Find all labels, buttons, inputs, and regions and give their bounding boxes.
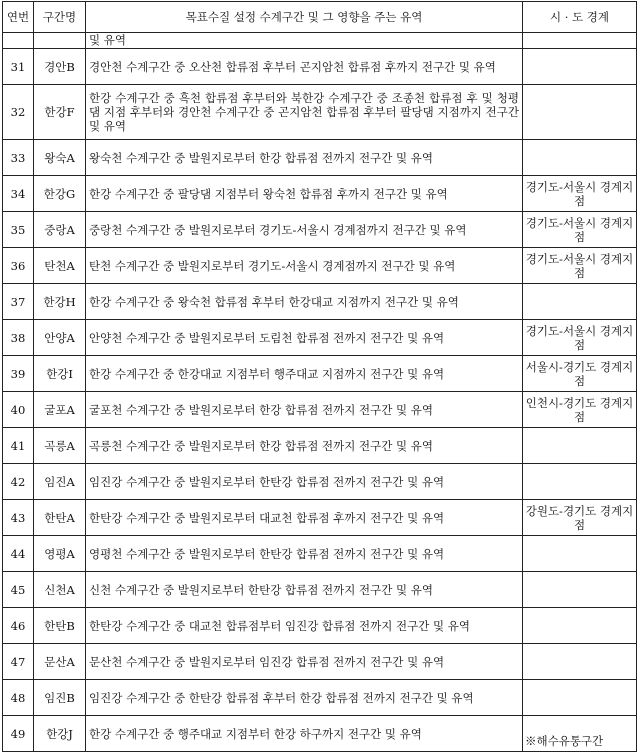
table-row xyxy=(3,85,637,140)
header-code: 구간명 xyxy=(34,2,86,33)
row-no: 39 xyxy=(3,356,34,392)
table-row xyxy=(3,572,637,608)
table-row xyxy=(3,716,637,752)
row-desc: 및 유역 xyxy=(86,33,523,49)
row-boundary xyxy=(523,680,637,716)
row-code: 한강I xyxy=(34,356,86,392)
row-boundary: 인천시-경기도 경계지점 xyxy=(523,392,637,428)
row-code: 한탄A xyxy=(34,500,86,536)
row-no: 41 xyxy=(3,428,34,464)
row-desc: 문산천 수계구간 중 발원지로부터 임진강 합류점 전까지 전구간 및 유역 xyxy=(86,644,523,680)
table-row xyxy=(3,680,637,716)
row-no: 47 xyxy=(3,644,34,680)
row-desc: 탄천 수계구간 중 발원지로부터 경기도-서울시 경계점까지 전구간 및 유역 xyxy=(86,248,523,284)
row-no: 33 xyxy=(3,140,34,176)
row-boundary: 경기도-서울시 경계지점 xyxy=(523,320,637,356)
row-no: 31 xyxy=(3,49,34,85)
table-row xyxy=(3,644,637,680)
row-desc: 안양천 수계구간 중 발원지로부터 도림천 합류점 전까지 전구간 및 유역 xyxy=(86,320,523,356)
row-desc: 한강 수계구간 중 행주대교 지점부터 한강 하구까지 전구간 및 유역 xyxy=(86,716,523,752)
row-boundary xyxy=(523,572,637,608)
row-desc: 굴포천 수계구간 중 발원지로부터 한강 합류점 전까지 전구간 및 유역 xyxy=(86,392,523,428)
table-row xyxy=(3,500,637,536)
row-code: 한탄B xyxy=(34,608,86,644)
table-row xyxy=(3,428,637,464)
row-no: 43 xyxy=(3,500,34,536)
row-boundary xyxy=(523,85,637,140)
row-desc: 중랑천 수계구간 중 발원지로부터 경기도-서울시 경계점까지 전구간 및 유역 xyxy=(86,212,523,248)
row-desc: 한탄강 수계구간 중 대교천 합류점부터 임진강 합류점 전까지 전구간 및 유역 xyxy=(86,608,523,644)
row-no: 38 xyxy=(3,320,34,356)
row-no: 42 xyxy=(3,464,34,500)
row-code: 문산A xyxy=(34,644,86,680)
row-code: 한강H xyxy=(34,284,86,320)
row-desc: 한강 수계구간 중 흑천 합류점 후부터와 북한강 수계구간 중 조종천 합류점 후 및 청평댐 지점 후부터와 경안천 수계구간 중 곤지암천 합류점 후부터 팔당댐 지점까지 전구간 및 유역 xyxy=(86,85,523,140)
table-row xyxy=(3,608,637,644)
table-row xyxy=(3,320,637,356)
row-no: 37 xyxy=(3,284,34,320)
header-no: 연번 xyxy=(3,2,34,33)
row-code: 안양A xyxy=(34,320,86,356)
row-boundary: ※해수유통구간 xyxy=(523,716,637,752)
row-boundary xyxy=(523,464,637,500)
table-row xyxy=(3,49,637,85)
row-no xyxy=(3,33,34,49)
row-no: 32 xyxy=(3,85,34,140)
row-desc: 왕숙천 수계구간 중 발원지로부터 한강 합류점 전까지 전구간 및 유역 xyxy=(86,140,523,176)
row-no: 45 xyxy=(3,572,34,608)
row-code: 영평A xyxy=(34,536,86,572)
table-row xyxy=(3,140,637,176)
row-code: 왕숙A xyxy=(34,140,86,176)
row-boundary xyxy=(523,608,637,644)
row-no: 34 xyxy=(3,176,34,212)
row-code: 경안B xyxy=(34,49,86,85)
row-desc: 한강 수계구간 중 왕숙천 합류점 후부터 한강대교 지점까지 전구간 및 유역 xyxy=(86,284,523,320)
row-desc: 한강 수계구간 중 팔당댐 지점부터 왕숙천 합류점 후까지 전구간 및 유역 xyxy=(86,176,523,212)
row-no: 46 xyxy=(3,608,34,644)
row-boundary xyxy=(523,49,637,85)
table-row xyxy=(3,248,637,284)
row-no: 36 xyxy=(3,248,34,284)
row-code: 굴포A xyxy=(34,392,86,428)
row-no: 48 xyxy=(3,680,34,716)
row-no: 49 xyxy=(3,716,34,752)
row-code: 신천A xyxy=(34,572,86,608)
row-desc: 신천 수계구간 중 발원지로부터 한탄강 합류점 전까지 전구간 및 유역 xyxy=(86,572,523,608)
row-boundary xyxy=(523,428,637,464)
table-row xyxy=(3,356,637,392)
row-code: 한강G xyxy=(34,176,86,212)
row-no: 40 xyxy=(3,392,34,428)
row-boundary xyxy=(523,140,637,176)
row-code: 탄천A xyxy=(34,248,86,284)
row-desc: 영평천 수계구간 중 발원지로부터 한탄강 합류점 전까지 전구간 및 유역 xyxy=(86,536,523,572)
row-desc: 경안천 수계구간 중 오산천 합류점 후부터 곤지암천 합류점 후까지 전구간 및 유역 xyxy=(86,49,523,85)
continuation-row xyxy=(3,33,637,49)
header-boundary: 시 · 도 경계 xyxy=(523,2,637,33)
row-code: 한강J xyxy=(34,716,86,752)
row-boundary xyxy=(523,536,637,572)
table-row xyxy=(3,212,637,248)
row-no: 44 xyxy=(3,536,34,572)
row-code: 임진A xyxy=(34,464,86,500)
row-boundary: 경기도-서울시 경계지점 xyxy=(523,248,637,284)
row-desc: 임진강 수계구간 중 한탄강 합류점 후부터 한강 합류점 전까지 전구간 및 유역 xyxy=(86,680,523,716)
table-row xyxy=(3,464,637,500)
row-code: 한강F xyxy=(34,85,86,140)
table-row xyxy=(3,392,637,428)
row-desc: 곡릉천 수계구간 중 발원지로부터 한강 합류점 전까지 전구간 및 유역 xyxy=(86,428,523,464)
row-boundary xyxy=(523,644,637,680)
row-boundary xyxy=(523,33,637,49)
table-row xyxy=(3,284,637,320)
row-desc: 한탄강 수계구간 중 발원지로부터 대교천 합류점 후까지 전구간 및 유역 xyxy=(86,500,523,536)
row-desc: 한강 수계구간 중 한강대교 지점부터 행주대교 지점까지 전구간 및 유역 xyxy=(86,356,523,392)
row-boundary: 강원도-경기도 경계지점 xyxy=(523,500,637,536)
water-quality-table xyxy=(2,1,637,752)
row-boundary: 서울시-경기도 경계지점 xyxy=(523,356,637,392)
row-code: 곡릉A xyxy=(34,428,86,464)
row-boundary: 경기도-서울시 경계지점 xyxy=(523,212,637,248)
row-code: 중랑A xyxy=(34,212,86,248)
row-no: 35 xyxy=(3,212,34,248)
header-desc: 목표수질 설정 수계구간 및 그 영향을 주는 유역 xyxy=(86,2,523,33)
row-desc: 임진강 수계구간 중 발원지로부터 한탄강 합류점 전까지 전구간 및 유역 xyxy=(86,464,523,500)
row-code xyxy=(34,33,86,49)
row-boundary xyxy=(523,284,637,320)
row-code: 임진B xyxy=(34,680,86,716)
row-boundary: 경기도-서울시 경계지점 xyxy=(523,176,637,212)
header-row xyxy=(3,2,637,33)
table-row xyxy=(3,176,637,212)
table-row xyxy=(3,536,637,572)
